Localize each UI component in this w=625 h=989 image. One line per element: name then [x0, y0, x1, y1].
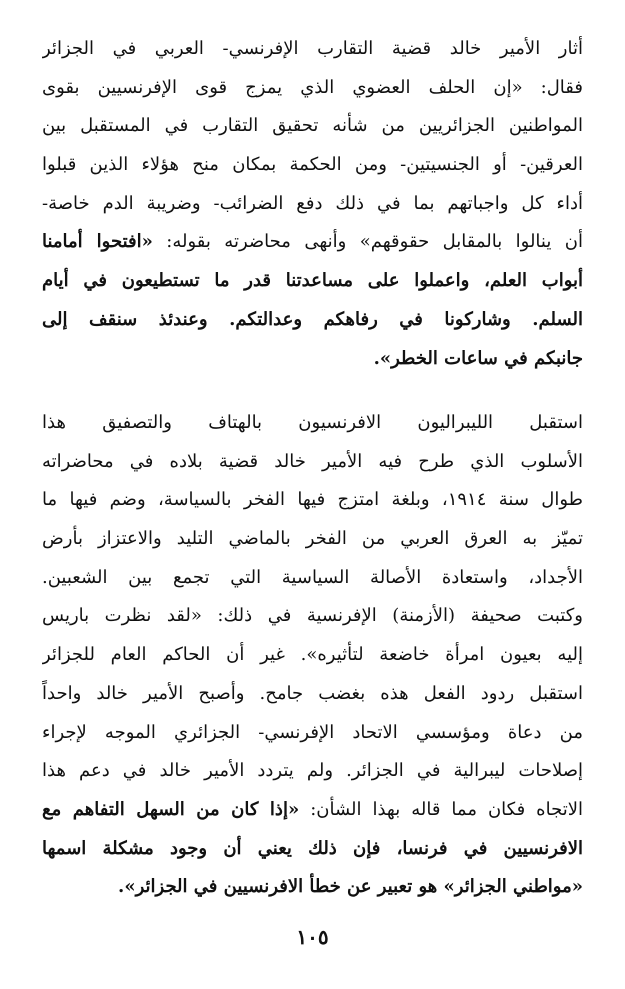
text-line [42, 520, 583, 559]
line-text: فقال: «إن الحلف العضوي الذي يمزج قوى الإفرنسيين بقوى [42, 76, 583, 98]
line-text: تميّز به العرق العربي من الفخر بالماضي التليد والاعتزاز بأرض [42, 528, 583, 550]
page-number: ١٠٥ [296, 925, 329, 949]
text-line [42, 481, 583, 520]
line-text: أداء كل واجباتهم بما في ذلك دفع الضرائب- وضريبة الدم خاصة- [42, 192, 583, 214]
line-bold-quote: السلم. وشاركونا في رفاهكم وعدالتكم. وعندئذ سنقف إلى [42, 308, 583, 330]
text-line [42, 340, 583, 379]
text-line [42, 223, 583, 262]
text-line [42, 146, 583, 185]
text-line [42, 830, 583, 869]
text-line [42, 868, 583, 907]
text-line [42, 752, 583, 791]
line-text: المواطنين الجزائريين من شأنه تحقيق التقارب في المستقبل بين [42, 115, 583, 137]
text-line [42, 559, 583, 598]
line-text: من دعاة ومؤسسي الاتحاد الإفرنسي- الجزائري الموجه لإجراء [42, 721, 583, 743]
line-text: استقبل الليبراليون الافرنسيون بالهتاف والتصفيق هذا [42, 412, 583, 433]
line-bold-quote: الافرنسيين في فرنسا، فإن ذلك يعني أن وجود مشكلة اسمها [42, 837, 583, 859]
paragraph-1 [42, 30, 583, 378]
line-text: العرقين- أو الجنسيتين- ومن الحكمة بمكان منح هؤلاء الذين قبلوا [42, 154, 583, 176]
text-line [42, 404, 583, 443]
text-line [42, 69, 583, 108]
text-line [42, 262, 583, 301]
line-text: أن ينالوا بالمقابل حقوقهم» وأنهى محاضرته بقوله: [152, 231, 583, 253]
line-bold-quote: جانبكم في ساعات الخطر». [373, 347, 583, 369]
text-line [42, 185, 583, 224]
line-bold-quote: «إذا كان من السهل التفاهم مع [42, 798, 300, 820]
text-line [42, 675, 583, 714]
line-text: الاتجاه فكان مما قاله بهذا الشأن: [299, 798, 583, 820]
line-text: طوال سنة ١٩١٤، وبلغة امتزج فيها الفخر بالسياسة، وضم فيها ما [42, 489, 583, 511]
text-line [42, 443, 583, 482]
text-line [42, 107, 583, 146]
line-text: الأسلوب الذي طرح فيه الأمير خالد قضية بلاده في محاضراته [42, 450, 583, 472]
line-bold-quote: «افتحوا أمامنا [42, 231, 153, 253]
line-text: أثار الأمير خالد قضية التقارب الإفرنسي- العربي في الجزائر [42, 38, 583, 59]
line-bold-quote: أبواب العلم، واعملوا على مساعدتنا قدر ما تستطيعون في أيام [42, 270, 583, 292]
text-line [42, 791, 583, 830]
line-text: وكتبت صحيفة (الأزمنة) الإفرنسية في ذلك: «لقد نظرت باريس [42, 605, 583, 627]
line-text: الأجداد، واستعادة الأصالة السياسية التي تجمع بين الشعبين. [42, 566, 583, 588]
text-line [42, 597, 583, 636]
paragraph-2 [42, 404, 583, 907]
line-bold-quote: «مواطني الجزائر» هو تعبير عن خطأ الافرنسيين في الجزائر». [118, 876, 583, 898]
text-line [42, 301, 583, 340]
line-text: استقبل ردود الفعل هذه بغضب جامح. وأصبح الأمير خالد واحداً [42, 682, 583, 704]
text-line [42, 714, 583, 753]
text-line [42, 30, 583, 69]
line-text: إليه بعيون امرأة خاضعة لتأثيره». غير أن الحاكم العام للجزائر [42, 644, 583, 666]
text-line [42, 636, 583, 675]
line-text: إصلاحات ليبرالية في الجزائر. ولم يتردد الأمير خالد في دعم هذا [42, 760, 583, 782]
